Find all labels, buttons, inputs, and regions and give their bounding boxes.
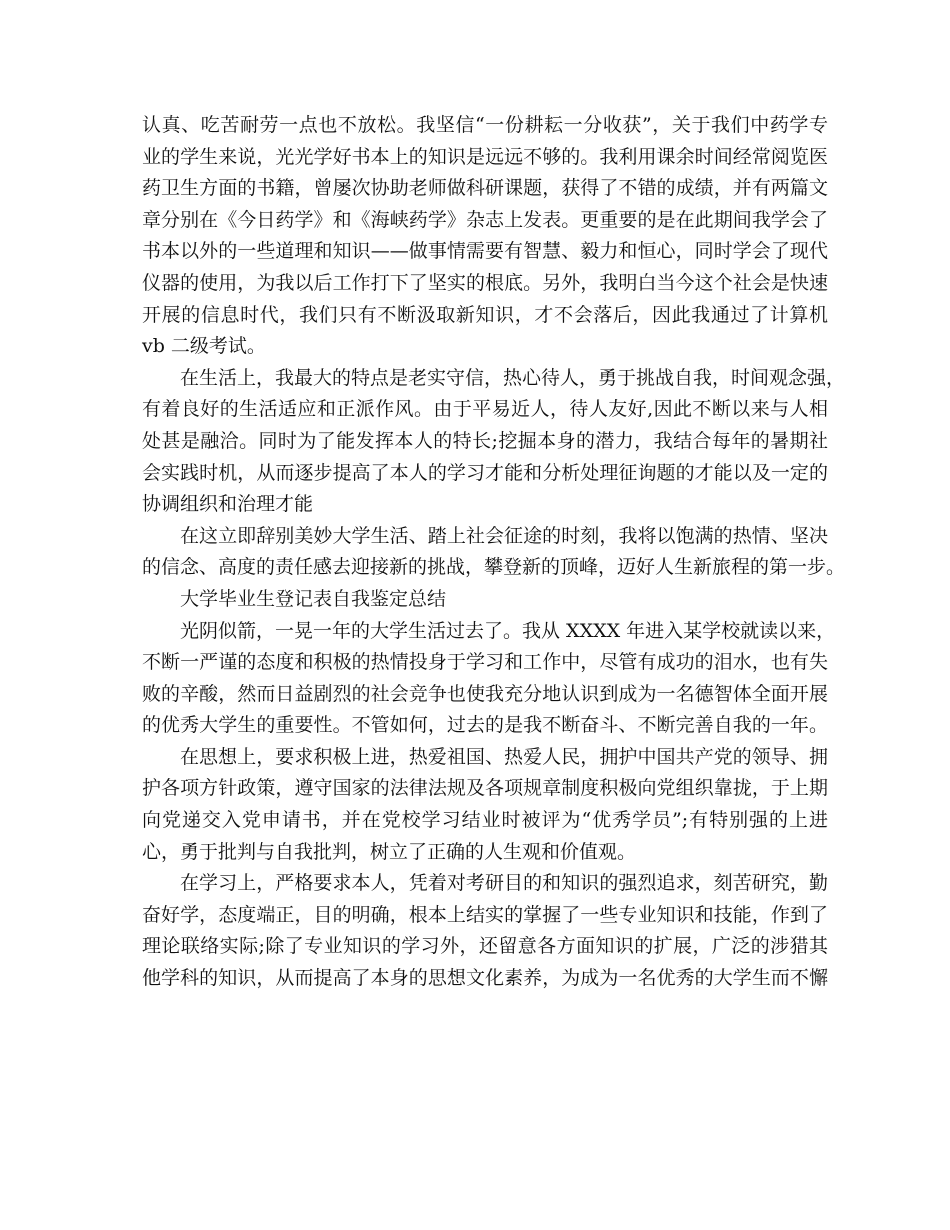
paragraph-first-line: 在这立即辞别美妙大学生活、踏上社会征途的时刻，我将以饱满的热情、坚决 xyxy=(180,524,828,547)
text-line: 有着良好的生活适应和正派作风。由于平易近人，待人友好,因此不断以来与人相 xyxy=(142,398,828,421)
text-line: 不断一严谨的态度和积极的热情投身于学习和工作中，尽管有成功的泪水，也有失 xyxy=(142,651,828,674)
paragraph-first-line: 光阴似箭，一晃一年的大学生活过去了。我从 XXXX 年进入某学校就读以来， xyxy=(180,619,836,642)
text-line: 处甚是融洽。同时为了能发挥本人的特长;挖掘本身的潜力，我结合每年的暑期社 xyxy=(142,429,828,452)
text-line: 书本以外的一些道理和知识——做事情需要有智慧、毅力和恒心，同时学会了现代 xyxy=(142,240,828,263)
text-line: 开展的信息时代，我们只有不断汲取新知识，才不会落后，因此我通过了计算机 xyxy=(142,303,828,326)
text-line: 的优秀大学生的重要性。不管如何，过去的是我不断奋斗、不断完善自我的一年。 xyxy=(142,714,828,737)
text-line: 会实践时机，从而逐步提高了本人的学习才能和分析处理征询题的才能以及一定的 xyxy=(142,461,828,484)
text-line: 他学科的知识，从而提高了本身的思想文化素养，为成为一名优秀的大学生而不懈 xyxy=(142,967,828,990)
text-line: 仪器的使用，为我以后工作打下了坚实的根底。另外，我明白当今这个社会是快速 xyxy=(142,271,828,294)
text-line: vb 二级考试。 xyxy=(142,335,266,358)
text-line: 认真、吃苦耐劳一点也不放松。我坚信“一份耕耘一分收获”，关于我们中药学专 xyxy=(142,114,828,136)
paragraph-first-line: 在学习上，严格要求本人，凭着对考研目的和知识的强烈追求，刻苦研究，勤 xyxy=(180,872,828,895)
paragraph-first-line: 在思想上，要求积极上进，热爱祖国、热爱人民，拥护中国共产党的领导、拥 xyxy=(180,745,828,768)
section-title: 大学毕业生登记表自我鉴定总结 xyxy=(180,587,447,610)
document-body xyxy=(142,110,846,995)
text-line: 理论联络实际;除了专业知识的学习外，还留意各方面知识的扩展，广泛的涉猎其 xyxy=(142,935,828,958)
text-line: 护各项方针政策，遵守国家的法律法规及各项规章制度积极向党组织靠拢，于上期 xyxy=(142,777,828,800)
text-line: 奋好学，态度端正，目的明确，根本上结实的掌握了一些专业知识和技能，作到了 xyxy=(142,903,828,926)
text-line: 心，勇于批判与自我批判，树立了正确的人生观和价值观。 xyxy=(142,840,637,863)
paragraph-first-line: 在生活上，我最大的特点是老实守信，热心待人，勇于挑战自我，时间观念强， xyxy=(180,366,846,389)
text-line: 章分别在《今日药学》和《海峡药学》杂志上发表。更重要的是在此期间我学会了 xyxy=(142,208,828,231)
text-line: 药卫生方面的书籍，曾屡次协助老师做科研课题，获得了不错的成绩，并有两篇文 xyxy=(142,177,828,200)
text-line: 业的学生来说，光光学好书本上的知识是远远不够的。我利用课余时间经常阅览医 xyxy=(142,145,828,168)
text-line: 败的辛酸，然而日益剧烈的社会竞争也使我充分地认识到成为一名德智体全面开展 xyxy=(142,682,828,705)
text-line: 协调组织和治理才能 xyxy=(142,493,314,516)
text-line: 的信念、高度的责任感去迎接新的挑战，攀登新的顶峰，迈好人生新旅程的第一步。 xyxy=(142,556,846,579)
text-line: 向党递交入党申请书，并在党校学习结业时被评为“优秀学员”;有特别强的上进 xyxy=(142,809,828,832)
